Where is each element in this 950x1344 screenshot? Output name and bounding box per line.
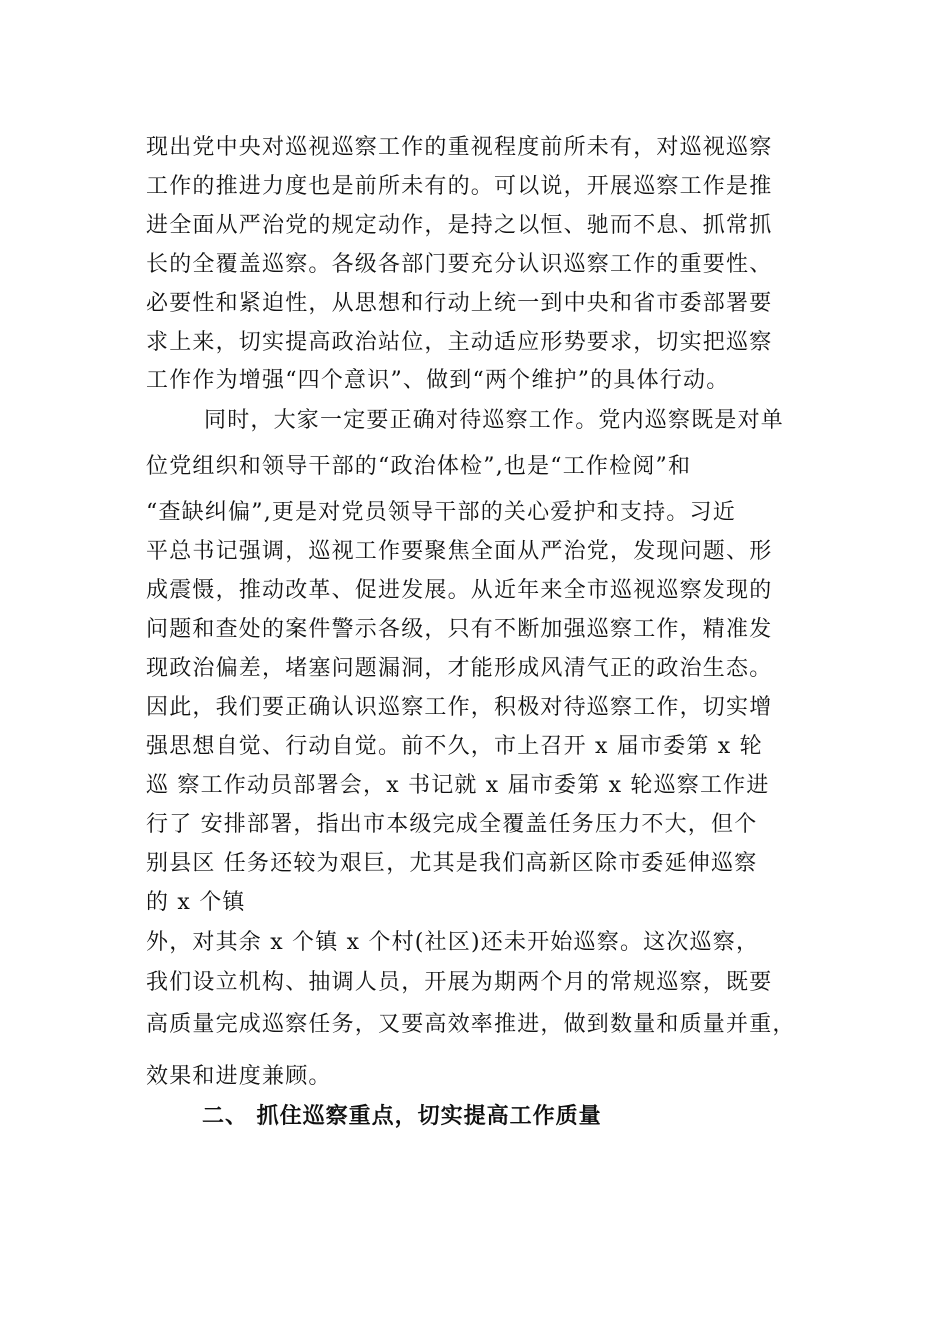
body-text-line: 位党组织和领导干部的“政治体检”,也是“工作检阅”和 — [146, 454, 692, 479]
body-text-line: 我们设立机构、抽调人员，开展为期两个月的常规巡察，既要 — [146, 970, 773, 995]
body-text-line: 求上来，切实提高政治站位，主动适应形势要求，切实把巡察 — [146, 330, 773, 355]
body-text-line: 问题和查处的案件警示各级，只有不断加强巡察工作，精准发 — [146, 617, 773, 642]
body-text-line: 强思想自觉、行动自觉。前不久，市上召开 x 届市委第 x 轮 — [146, 734, 763, 759]
body-text-line: 成震慑，推动改革、促进发展。从近年来全市巡视巡察发现的 — [146, 578, 773, 603]
body-text-line: 巡 察工作动员部署会，x 书记就 x 届市委第 x 轮巡察工作进 — [146, 773, 770, 798]
body-text-line: 高质量完成巡察任务，又要高效率推进，做到数量和质量并重， — [146, 1012, 796, 1037]
body-text-line: 别县区 任务还较为艰巨，尤其是我们高新区除市委延伸巡察 — [146, 851, 758, 876]
section-heading: 二、 抓住巡察重点，切实提高工作质量 — [202, 1103, 602, 1129]
body-text-line: 现政治偏差，堵塞问题漏洞，才能形成风清气正的政治生态。 — [146, 656, 773, 681]
body-text-line: 现出党中央对巡视巡察工作的重视程度前所未有，对巡视巡察 — [146, 135, 773, 160]
body-text-line: 工作作为增强“四个意识”、做到“两个维护”的具体行动。 — [146, 368, 730, 393]
paragraph-start-line: 同时，大家一定要正确对待巡察工作。党内巡察既是对单 — [204, 408, 785, 433]
body-text-line: 平总书记强调，巡视工作要聚焦全面从严治党，发现问题、形 — [146, 539, 773, 564]
body-text-line: 效果和进度兼顾。 — [146, 1064, 332, 1089]
body-text-line: 必要性和紧迫性，从思想和行动上统一到中央和省市委部署要 — [146, 291, 773, 316]
body-text-line: “查缺纠偏”,更是对党员领导干部的关心爱护和支持。习近 — [146, 500, 736, 525]
body-text-line: 进全面从严治党的规定动作，是持之以恒、驰而不息、抓常抓 — [146, 213, 773, 238]
body-text-line: 的 x 个镇 — [146, 890, 246, 915]
body-text-line: 工作的推进力度也是前所未有的。可以说，开展巡察工作是推 — [146, 174, 773, 199]
body-text-line: 因此，我们要正确认识巡察工作，积极对待巡察工作，切实增 — [146, 695, 773, 720]
body-text-line: 长的全覆盖巡察。各级各部门要充分认识巡察工作的重要性、 — [146, 252, 773, 277]
body-text-line: 外，对其余 x 个镇 x 个村(社区)还未开始巡察。这次巡察， — [146, 930, 760, 955]
body-text-line: 行了 安排部署，指出市本级完成全覆盖任务压力不大，但个 — [146, 812, 758, 837]
